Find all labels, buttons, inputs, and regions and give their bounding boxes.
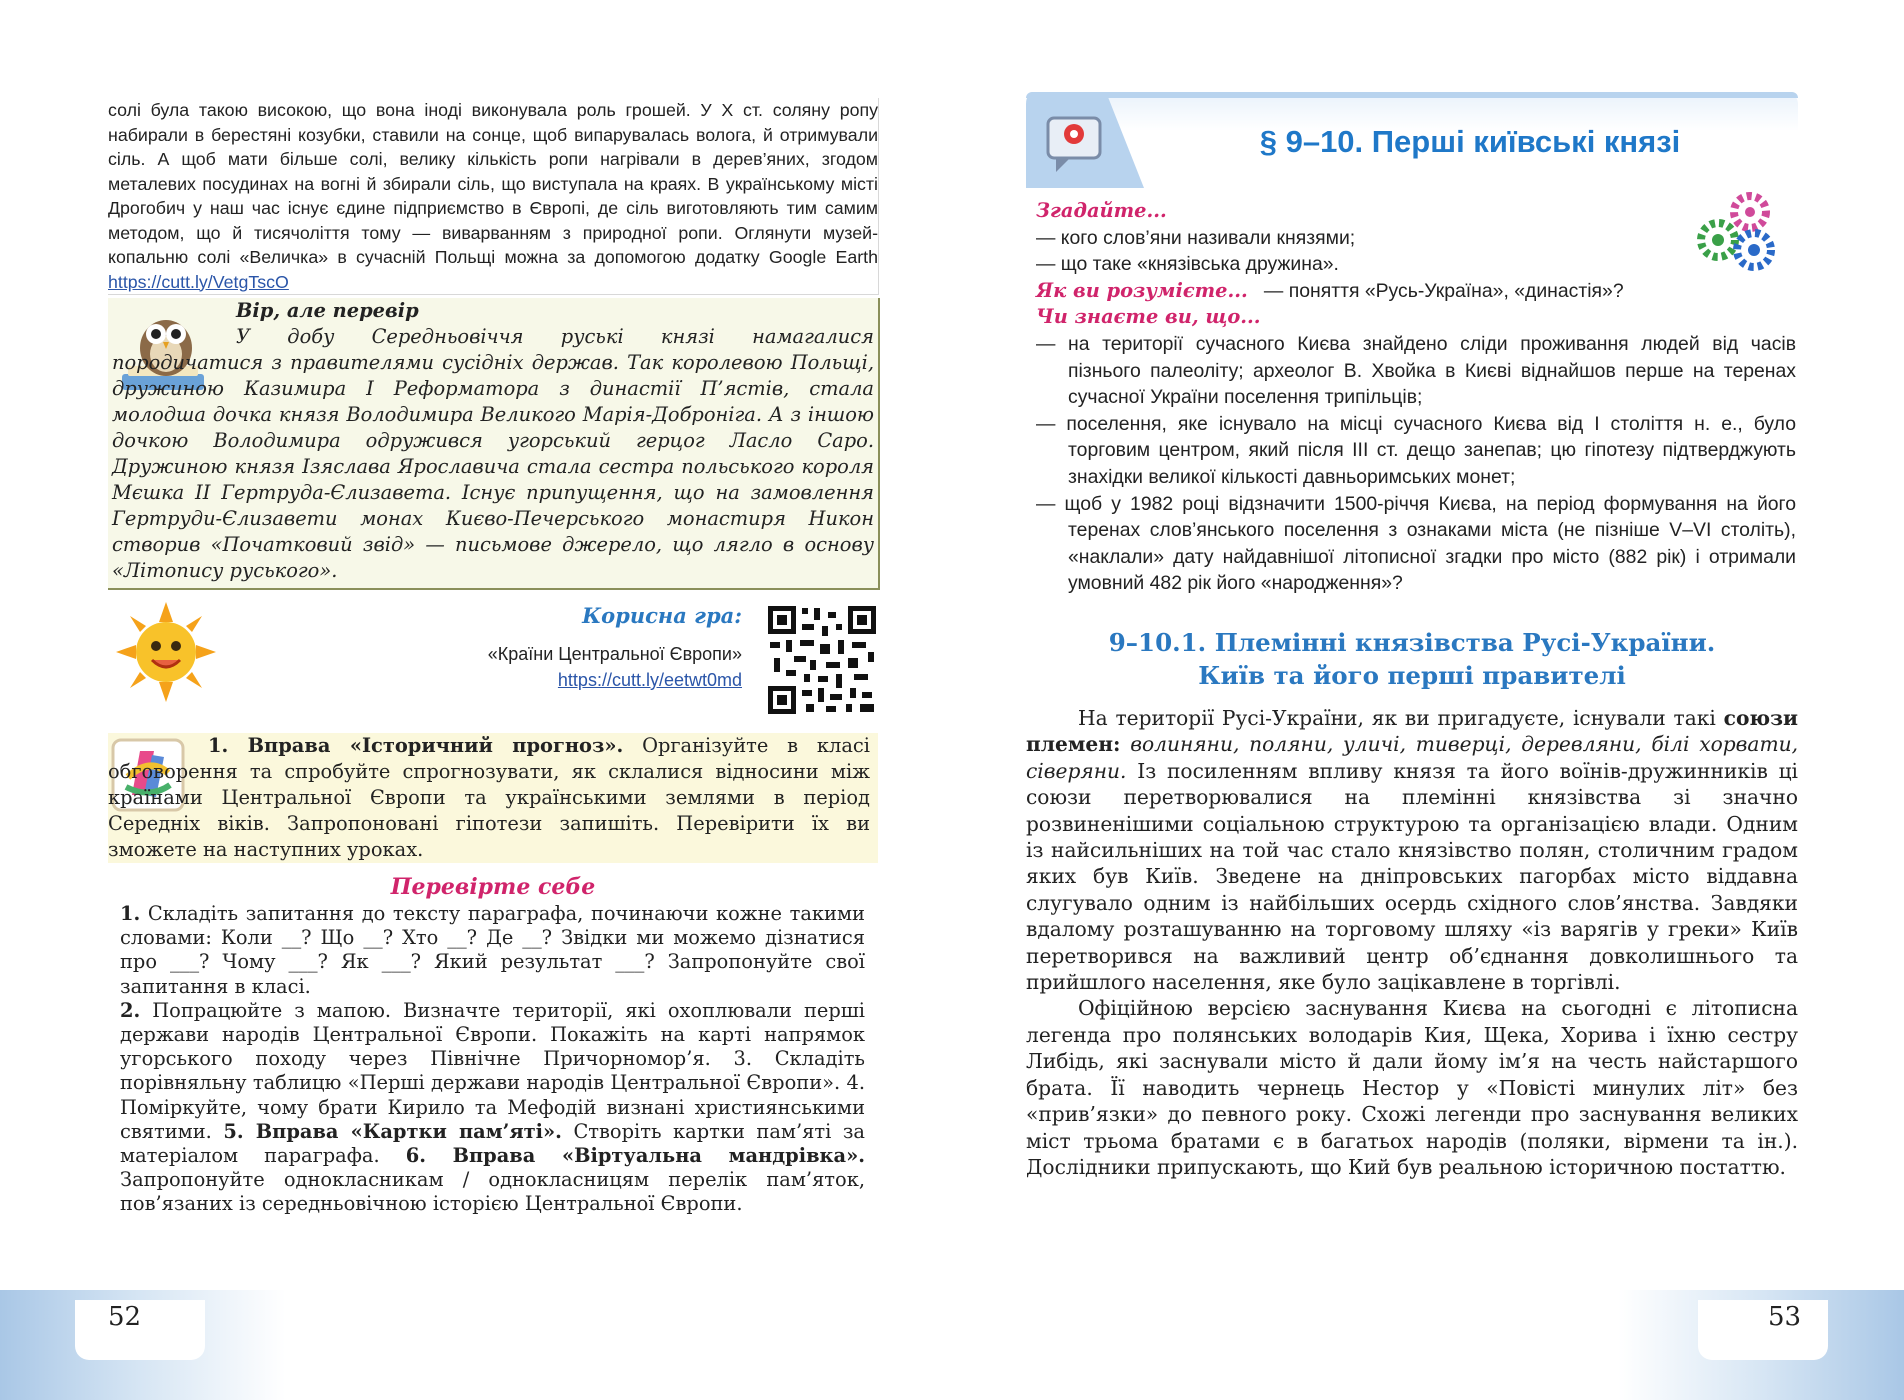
exercise-text: Організуйте в класі обговорення та спробуйте спрогнозувати, як склалися відносини між країнами Центральної Європи та українськими землями в період Середніх віків. Запропоновані гіпотези запишіть. Перевірити їх ви зможете на наступних уроках. <box>108 734 870 861</box>
remember-label: Згадайте... <box>1036 199 1167 222</box>
exercise-lead: 1. Вправа «Історичний прогноз». <box>208 734 624 757</box>
check-yourself-list <box>120 902 865 1217</box>
question-5-lead: 5. Вправа «Картки пам’яті». <box>223 1119 562 1143</box>
para1-start: На території Русі-України, як ви пригадуєте, існували такі <box>1078 706 1716 730</box>
section-title-line-2: Київ та його перші правителі <box>1198 661 1626 690</box>
question-6: Запропонуйте однокласникам / однокласницям перелік пам’яток, пов’язаних із середньовічною історією Центральної Європи. <box>120 1168 865 1216</box>
intro-questions <box>1036 198 1796 597</box>
useful-game-title: Корисна гра: <box>582 603 742 628</box>
para1-bold: союзи племен: <box>1026 706 1798 757</box>
page-number-right: 53 <box>1768 1302 1802 1332</box>
understand-text: — поняття «Русь-Україна», «династія»? <box>1263 279 1624 302</box>
salt-text-block <box>108 98 879 295</box>
qr-code-icon[interactable] <box>766 604 878 716</box>
question-5: Створіть картки пам’яті за матеріалом параграфа. <box>120 1119 865 1168</box>
salt-text: солі була такою високою, що вона іноді виконувала роль грошей. У X ст. соляну ропу набирали в берестяні козубки, ставили на сонце, щоб випарувалась волога, й отримували сіль. А щоб мати більше солі, велику кількість ропи нагрівали в дерев’яних, згодом металевих посудинах на вогні й збирали сіль, що виступала на краях. В українському місті Дрогобич у наш час існує єдине підприємство в Європі, де сіль виготовляють тим самим методом, що й тисячоліття тому — виварванням з природної ропи. Оглянути музей-копальню солі «Величка» в сучасній Польщі можна за допомогою додатку Google Earth <box>108 100 878 267</box>
question-1-number: 1. <box>120 902 141 925</box>
question-6-lead: 6. Вправа «Віртуальна мандрівка». <box>405 1144 865 1168</box>
sun-icon <box>116 602 216 702</box>
know-item-3: — щоб у 1982 році відзначити 1500-річчя Києва, на період формування на його теренах слов’янського поселення з ознаками міста (не пізніше V–VI століть), «наклали» дату найдавнішої літописної згадки про місто (882 рік) і отримали умовний 482 рік його «народження»? <box>1036 492 1796 595</box>
para1-italic: волиняни, поляни, уличі, тиверці, деревляни, білі хорвати, сіверяни. <box>1026 732 1798 783</box>
salt-link[interactable]: https://cutt.ly/VetgTscO <box>108 271 289 292</box>
paragraph-2: Офіційною версією заснування Києва на сьогодні є літописна легенда про полянських володарів Кия, Щека, Хорива і їхню сестру Либідь, які заснували місто й дали йому ім’я на честь найстаршого брата. Її наводить чернець Нестор у «Повісті минулих літ» без «прив’язки» до певного року. Схожі легенди про заснування великих міст трьома братами є в багатьох народів (поляки, вірмени та ін.). Дослідники припускають, що Кий був реальною історичною постаттю. <box>1026 996 1798 1179</box>
game-link[interactable]: https://cutt.ly/eetwt0md <box>557 670 742 690</box>
remember-item-1: — кого слов’яни називали князями; <box>1036 226 1356 249</box>
remember-item-2: — що таке «князівська дружина». <box>1036 253 1339 276</box>
paragraph-1 <box>1026 705 1798 995</box>
know-item-1: — на території сучасного Києва знайдено сліди проживання людей від часів пізнього палеоліту; археолог В. Хвойка в Києві віднайшов перше на теренах сучасної України поселення трипільців; <box>1036 332 1796 409</box>
check-yourself-title: Перевірте себе <box>390 874 596 900</box>
section-body <box>1026 705 1798 1180</box>
section-title <box>1026 626 1798 692</box>
page-number-left: 52 <box>108 1302 142 1332</box>
para1-rest: Із посиленням впливу князя та його воїнів-дружинників ці союзи перетворювалися на племінні князівства зі значно розвиненішими соціальною структурою та організацією влади. Одним із найсильніших на той час стало князівство полян, столичним градом яких був Київ. Зведене на дніпровських пагорбах місто віддавна слугувало одним із найбільших осердь східного слов’янства. Завдяки вдалому розташуванню на торговому шляху «із варягів у греки» Київ перетворився на важливий центр об’єднання довколишнього та прийшлого населення, яке було зацікавлене в торгівлі. <box>1026 758 1799 995</box>
paragraph-title: § 9–10. Перші київські князі <box>1259 124 1681 159</box>
page-tab-right <box>1698 1300 1828 1360</box>
believe-but-verify-box <box>108 298 880 590</box>
game-name: «Країни Центральної Європи» <box>487 644 742 664</box>
believe-text: У добу Середньовіччя руські князі намагалися породичатися з правителями сусідніх держав. Так королевою Польщі, дружиною Казимира I Реформатора з династії П’ястів, стала молодша дочка князя Володимира Великого Марія-Доброніга. А з іншою дочкою Володимира одружився угорський герцог Ласло Саро. Дружиною князя Ізяслава Ярославича стала сестра польського короля Мєшка II Гертруда-Єлизавета. Існує припущення, що на замовлення Гертруди-Єлизавети монах Києво-Печерського монастиря Никон створив «Початковий звід» — письмове джерело, що лягло в основу «Літопису руського». <box>112 325 874 582</box>
question-2-4: Попрацюйте з мапою. Визначте території, які охоплювали перші держави народів Центральної Європи. Покажіть на карті напрямок угорського походу через Північне Причорномор’я. 3. Складіть порівняльну таблицю «Перші держави народів Центральної Європи». 4. Поміркуйте, чому брати Кирило та Мефодій визнані християнськими святими. <box>120 998 865 1143</box>
believe-title: Вір, але перевір <box>236 299 419 322</box>
section-title-line-1: 9–10.1. Племінні князівства Русі-України. <box>1108 628 1716 657</box>
question-2-number: 2. <box>120 998 141 1022</box>
know-label: Чи знаєте ви, що... <box>1036 305 1261 329</box>
understand-label: Як ви розумієте... <box>1036 278 1248 302</box>
know-item-2: — поселення, яке існувало на місці сучасного Києва від I століття н. е., було торговим центром, який після III ст. дещо занепав; цю гіпотезу підтверджують знахідки великої кількості давньоримських монет; <box>1036 412 1796 488</box>
exercise-box <box>108 733 878 863</box>
question-1: Складіть запитання до тексту параграфа, починаючи кожне такими словами: Коли __? Що __? Хто __? Де __? Звідки ми можемо дізнатися про ___? Чому ___? Як ___? Який результат ___? Запропонуйте свої запитання в класі. <box>120 902 865 998</box>
header-icon-badge <box>1026 92 1156 188</box>
